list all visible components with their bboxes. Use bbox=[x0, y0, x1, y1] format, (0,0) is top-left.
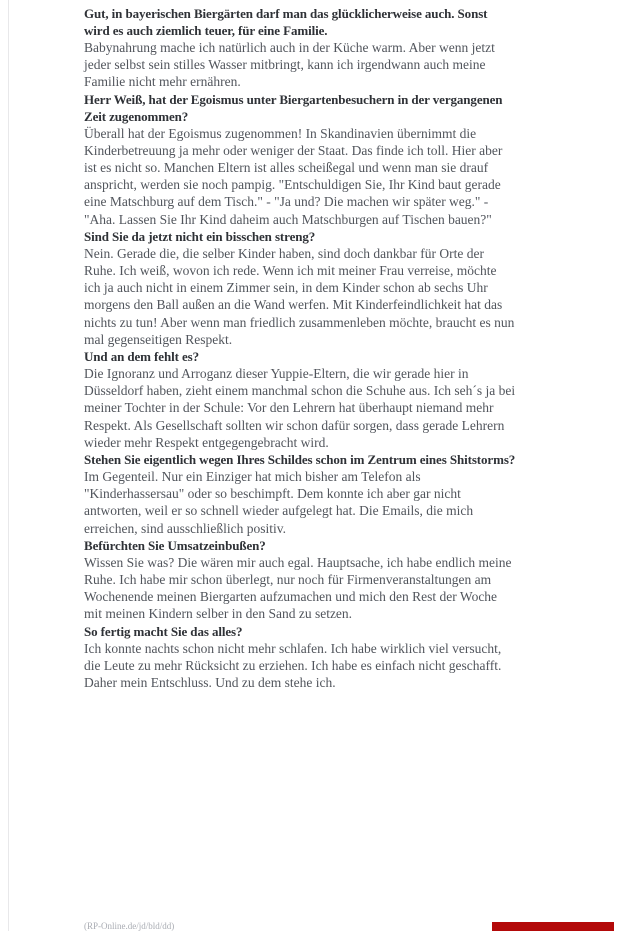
interview-answer: Im Gegenteil. Nur ein Einziger hat mich bisher am Telefon als "Kinderhassersau" oder so beschimpft. Dem konnte ich aber gar nicht antworten, weil er so schnell wieder aufgelegt hat. Die Emails, die mich erreichen, sind ausschließlich positiv. bbox=[84, 469, 474, 536]
interview-question: Gut, in bayerischen Biergärten darf man das glücklicherweise auch. Sonst wird es auch ziemlich teuer, für eine Familie. bbox=[84, 6, 488, 38]
interview-answer: Überall hat der Egoismus zugenommen! In Skandinavien übernimmt die Kinderbetreuung ja mehr oder weniger der Staat. Das finde ich toll. Hier aber ist es nicht so. Manchen Eltern ist alles scheißegal und wenn man sie drauf anspricht, werden sie noch pampig. "Entschuldigen Sie, Ihr Kind baut gerade eine Matschburg auf dem Tisch." - "Ja und? Die machen wir später weg." - "Aha. Lassen Sie Ihr Kind daheim auch Matschburgen auf Tischen bauen?" bbox=[84, 125, 503, 227]
interview-answer: Die Ignoranz und Arroganz dieser Yuppie-Eltern, die wir gerade hier in Düsseldorf haben, zieht einem manchmal schon die Schuhe aus. Ich seh´s ja bei meiner Tochter in der Schule: Vor den Lehrern hat überhaupt niemand mehr Respekt. Als Gesellschaft sollten wir schon dafür sorgen, dass gerade Lehrern wieder mehr Respekt entgegengebracht wird. bbox=[84, 366, 516, 450]
interview-question: So fertig macht Sie das alles? bbox=[84, 623, 243, 639]
interview-question: Herr Weiß, hat der Egoismus unter Biergartenbesuchern in der vergangenen Zeit zugenommen? bbox=[84, 91, 503, 124]
interview-question: Und an dem fehlt es? bbox=[84, 349, 200, 365]
interview-answer: Nein. Gerade die, die selber Kinder haben, sind doch dankbar für Orte der Ruhe. Ich weiß, wovon ich rede. Wenn ich mit meiner Frau verreise, möchte ich ja auch nicht in einem Zimmer sein, in dem Kinder schon ab sechs Uhr morgens den Ball außen an die Wand werfen. Mit Kinderfeindlichkeit hat das nichts zu tun! Aber wenn man friedlich zusammenleben möchte, braucht es nun mal gegenseitigen Respekt. bbox=[84, 245, 515, 347]
interview-answer: Wissen Sie was? Die wären mir auch egal. Hauptsache, ich habe endlich meine Ruhe. Ich habe mir schon überlegt, nur noch für Firmenveranstaltungen am Wochenende meinen Biergarten aufzumachen und mich den Rest der Woche mit meinen Kindern selber in den Sand zu setzen. bbox=[84, 554, 512, 622]
footer-accent-bar bbox=[492, 922, 614, 931]
left-gutter-rule bbox=[8, 0, 9, 931]
interview-question: Sind Sie da jetzt nicht ein bisschen streng? bbox=[84, 228, 316, 244]
interview-question: Stehen Sie eigentlich wegen Ihres Schildes schon im Zentrum eines Shitstorms? bbox=[84, 452, 516, 468]
article-body bbox=[84, 0, 516, 691]
interview-answer: Ich konnte nachts schon nicht mehr schlafen. Ich habe wirklich viel versucht, die Leute zu mehr Rücksicht zu erziehen. Ich habe es einfach nicht geschafft. Daher mein Entschluss. Und zu dem stehe ich. bbox=[84, 640, 502, 691]
article-credit: (RP-Online.de/jd/bld/dd) bbox=[84, 921, 175, 931]
interview-answer: Babynahrung mache ich natürlich auch in der Küche warm. Aber wenn jetzt jeder selbst sein stilles Wasser mitbringt, kann ich irgendwann auch meine Familie nicht mehr ernähren. bbox=[84, 40, 495, 90]
interview-question: Befürchten Sie Umsatzeinbußen? bbox=[84, 537, 266, 553]
